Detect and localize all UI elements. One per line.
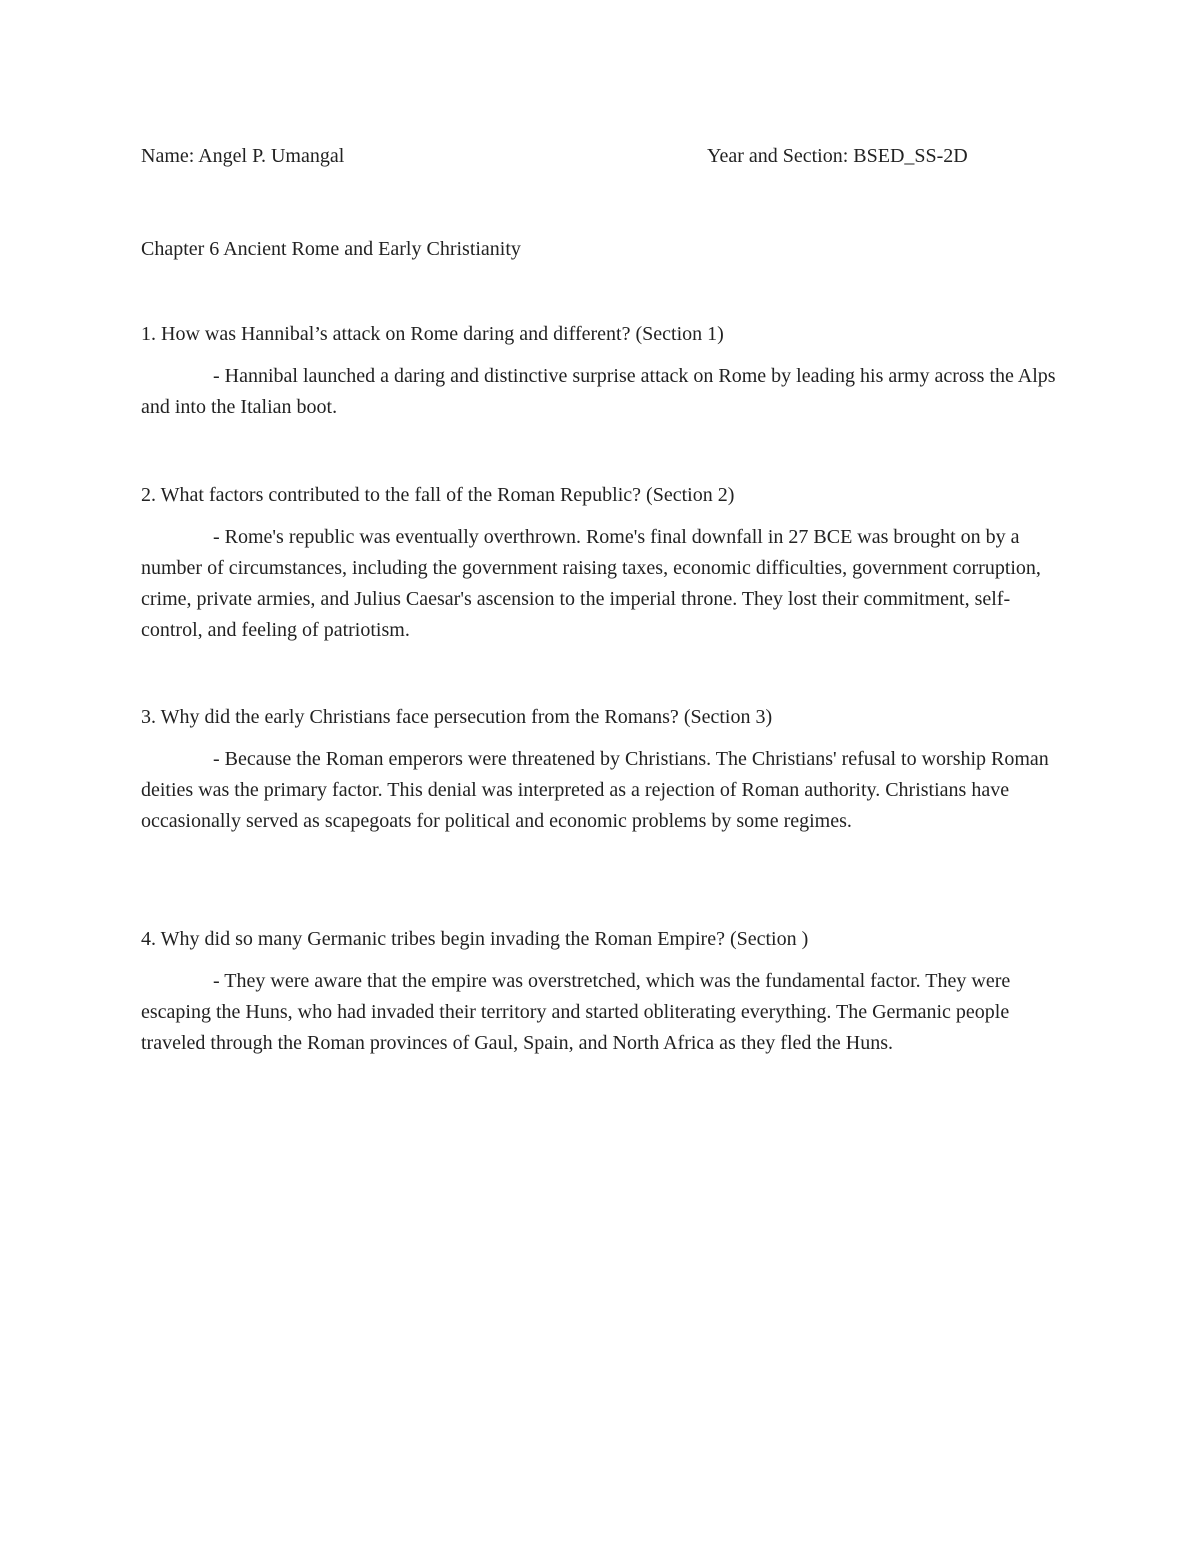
year-and-section: Year and Section: BSED_SS-2D: [707, 145, 968, 167]
answer-2: - Rome's republic was eventually overthrown. Rome's final downfall in 27 BCE was brought on by a number of circumstances, including the government raising taxes, economic difficulties, government corruption, crime, private armies, and Julius Caesar's ascension to the imperial throne. They lost their commitment, self-control, and feeling of patriotism.: [141, 526, 1041, 641]
question-4: 4. Why did so many Germanic tribes begin invading the Roman Empire? (Section ): [141, 928, 809, 950]
answer-3: - Because the Roman emperors were threatened by Christians. The Christians' refusal to worship Roman deities was the primary factor. This denial was interpreted as a rejection of Roman authority. Christians have occasionally served as scapegoats for political and economic problems by some regimes.: [141, 748, 1049, 832]
student-name: Name: Angel P. Umangal: [141, 145, 345, 167]
header-row: [141, 141, 1061, 172]
chapter-title: Chapter 6 Ancient Rome and Early Christianity: [141, 238, 521, 260]
question-block-4: [141, 924, 1061, 1059]
question-2: 2. What factors contributed to the fall of the Roman Republic? (Section 2): [141, 484, 735, 506]
question-block-3: [141, 702, 1061, 837]
question-1: 1. How was Hannibal’s attack on Rome daring and different? (Section 1): [141, 323, 724, 345]
answer-1: - Hannibal launched a daring and distinctive surprise attack on Rome by leading his army across the Alps and into the Italian boot.: [141, 365, 1056, 418]
answer-4: - They were aware that the empire was overstretched, which was the fundamental factor. They were escaping the Huns, who had invaded their territory and started obliterating everything. The Germanic people traveled through the Roman provinces of Gaul, Spain, and North Africa as they fled the Huns.: [141, 970, 1011, 1054]
question-block-1: [141, 319, 1061, 423]
question-3: 3. Why did the early Christians face persecution from the Romans? (Section 3): [141, 706, 773, 728]
question-block-2: [141, 480, 1061, 646]
